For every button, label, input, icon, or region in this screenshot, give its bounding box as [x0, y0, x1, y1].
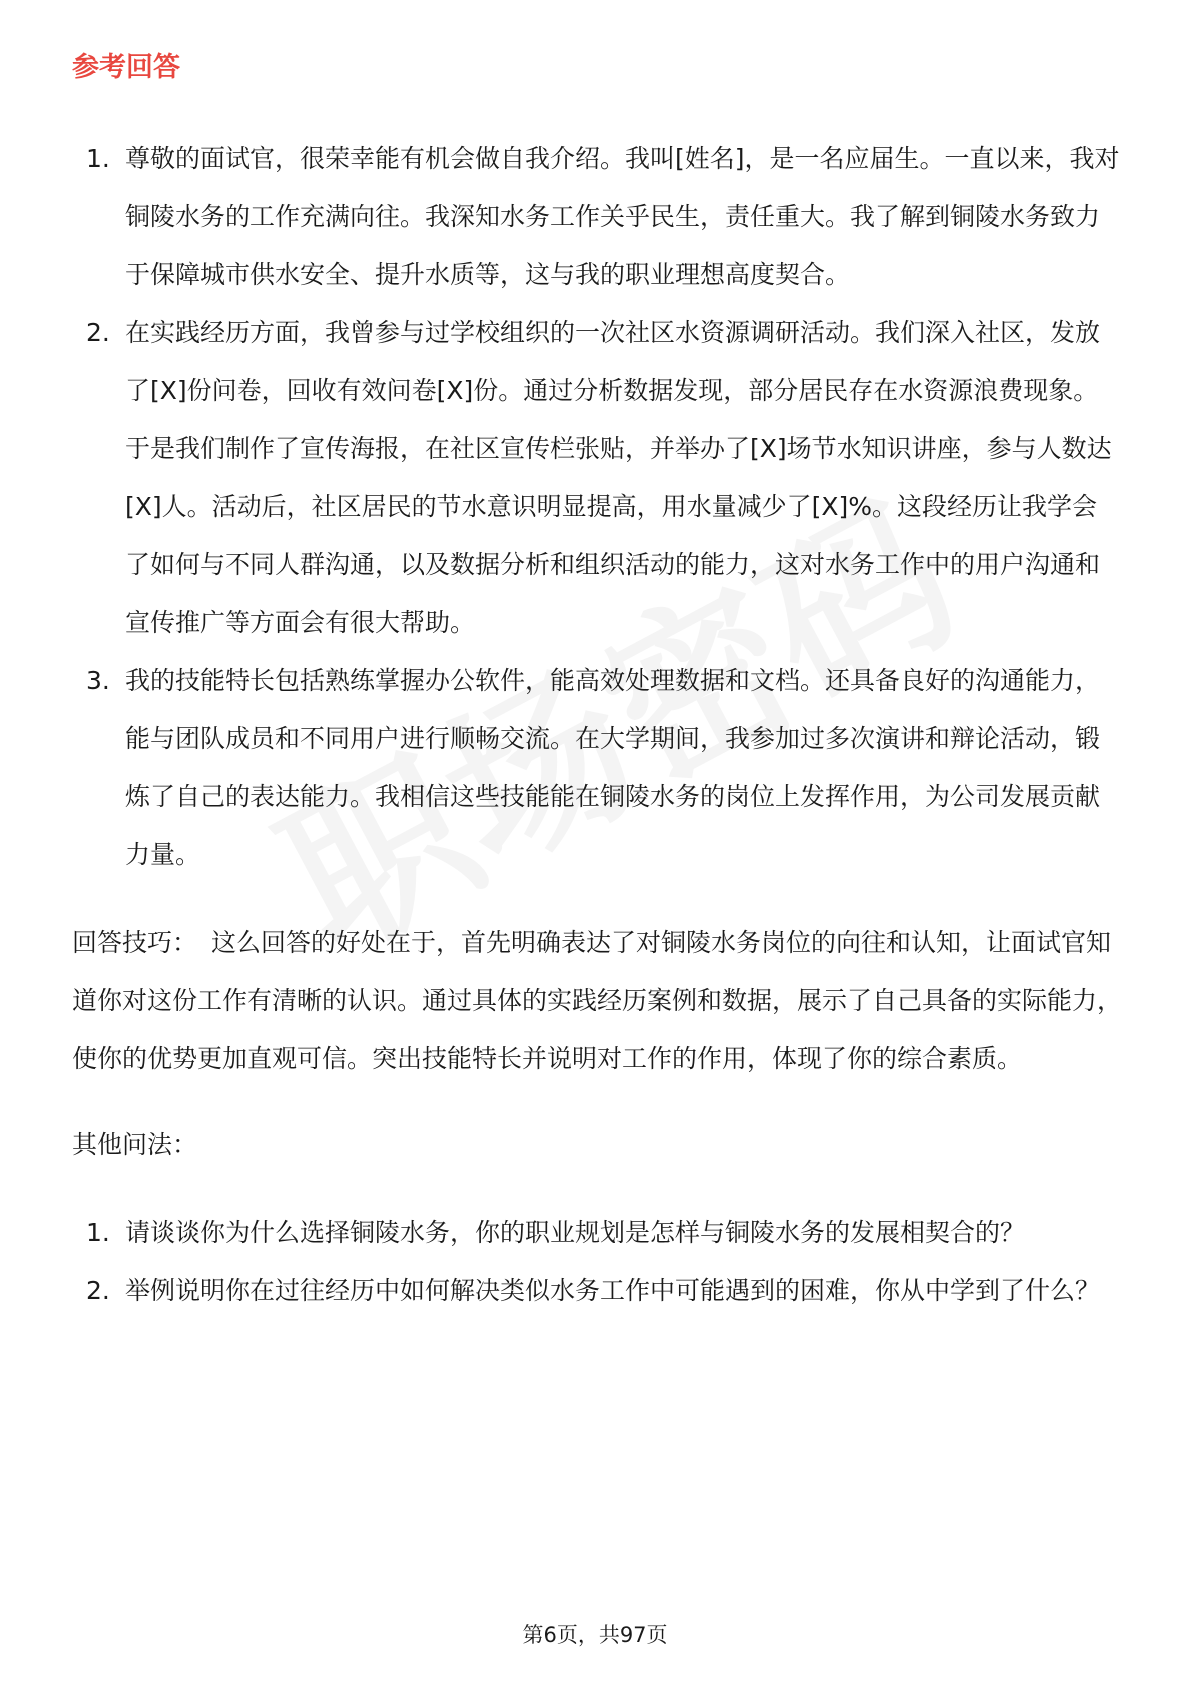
list-item	[72, 304, 1122, 652]
list-item	[72, 1204, 1122, 1262]
list-item	[72, 652, 1122, 884]
document-page	[72, 48, 1122, 1320]
list-number: 2.	[86, 318, 110, 347]
tips-label: 回答技巧：	[72, 928, 198, 957]
list-item	[72, 1262, 1122, 1320]
list-item-text: 尊敬的面试官，很荣幸能有机会做自我介绍。我叫[姓名]，是一名应届生。一直以来，我对铜陵水务的工作充满向往。我深知水务工作关乎民生，责任重大。我了解到铜陵水务致力于保障城市供水安全、提升水质等，这与我的职业理想高度契合。	[125, 144, 1120, 289]
other-questions-list	[72, 1204, 1122, 1320]
list-item-text: 在实践经历方面，我曾参与过学校组织的一次社区水资源调研活动。我们深入社区，发放了[X]份问卷，回收有效问卷[X]份。通过分析数据发现，部分居民存在水资源浪费现象。于是我们制作了宣传海报，在社区宣传栏张贴，并举办了[X]场节水知识讲座，参与人数达[X]人。活动后，社区居民的节水意识明显提高，用水量减少了[X]%。这段经历让我学会了如何与不同人群沟通，以及数据分析和组织活动的能力，这对水务工作中的用户沟通和宣传推广等方面会有很大帮助。	[125, 318, 1112, 637]
list-item-text: 请谈谈你为什么选择铜陵水务，你的职业规划是怎样与铜陵水务的发展相契合的？	[125, 1218, 1026, 1247]
list-number: 1.	[86, 144, 110, 173]
section-title: 参考回答	[72, 52, 180, 83]
page-footer: 第6页，共97页	[522, 1623, 668, 1647]
answer-tips	[72, 914, 1122, 1088]
list-item	[72, 130, 1122, 304]
list-number: 1.	[86, 1218, 110, 1247]
list-number: 2.	[86, 1276, 110, 1305]
tips-text: 这么回答的好处在于，首先明确表达了对铜陵水务岗位的向往和认知，让面试官知道你对这份工作有清晰的认识。通过具体的实践经历案例和数据，展示了自己具备的实际能力，使你的优势更加直观可信。突出技能特长并说明对工作的作用，体现了你的综合素质。	[72, 928, 1123, 1073]
answer-list	[72, 130, 1122, 884]
list-item-text: 举例说明你在过往经历中如何解决类似水务工作中可能遇到的困难，你从中学到了什么？	[125, 1276, 1101, 1305]
other-questions-heading: 其他问法：	[72, 1130, 198, 1159]
list-item-text: 我的技能特长包括熟练掌握办公软件，能高效处理数据和文档。还具备良好的沟通能力，能与团队成员和不同用户进行顺畅交流。在大学期间，我参加过多次演讲和辩论活动，锻炼了自己的表达能力。我相信这些技能能在铜陵水务的岗位上发挥作用，为公司发展贡献力量。	[125, 666, 1101, 869]
list-number: 3.	[86, 666, 110, 695]
